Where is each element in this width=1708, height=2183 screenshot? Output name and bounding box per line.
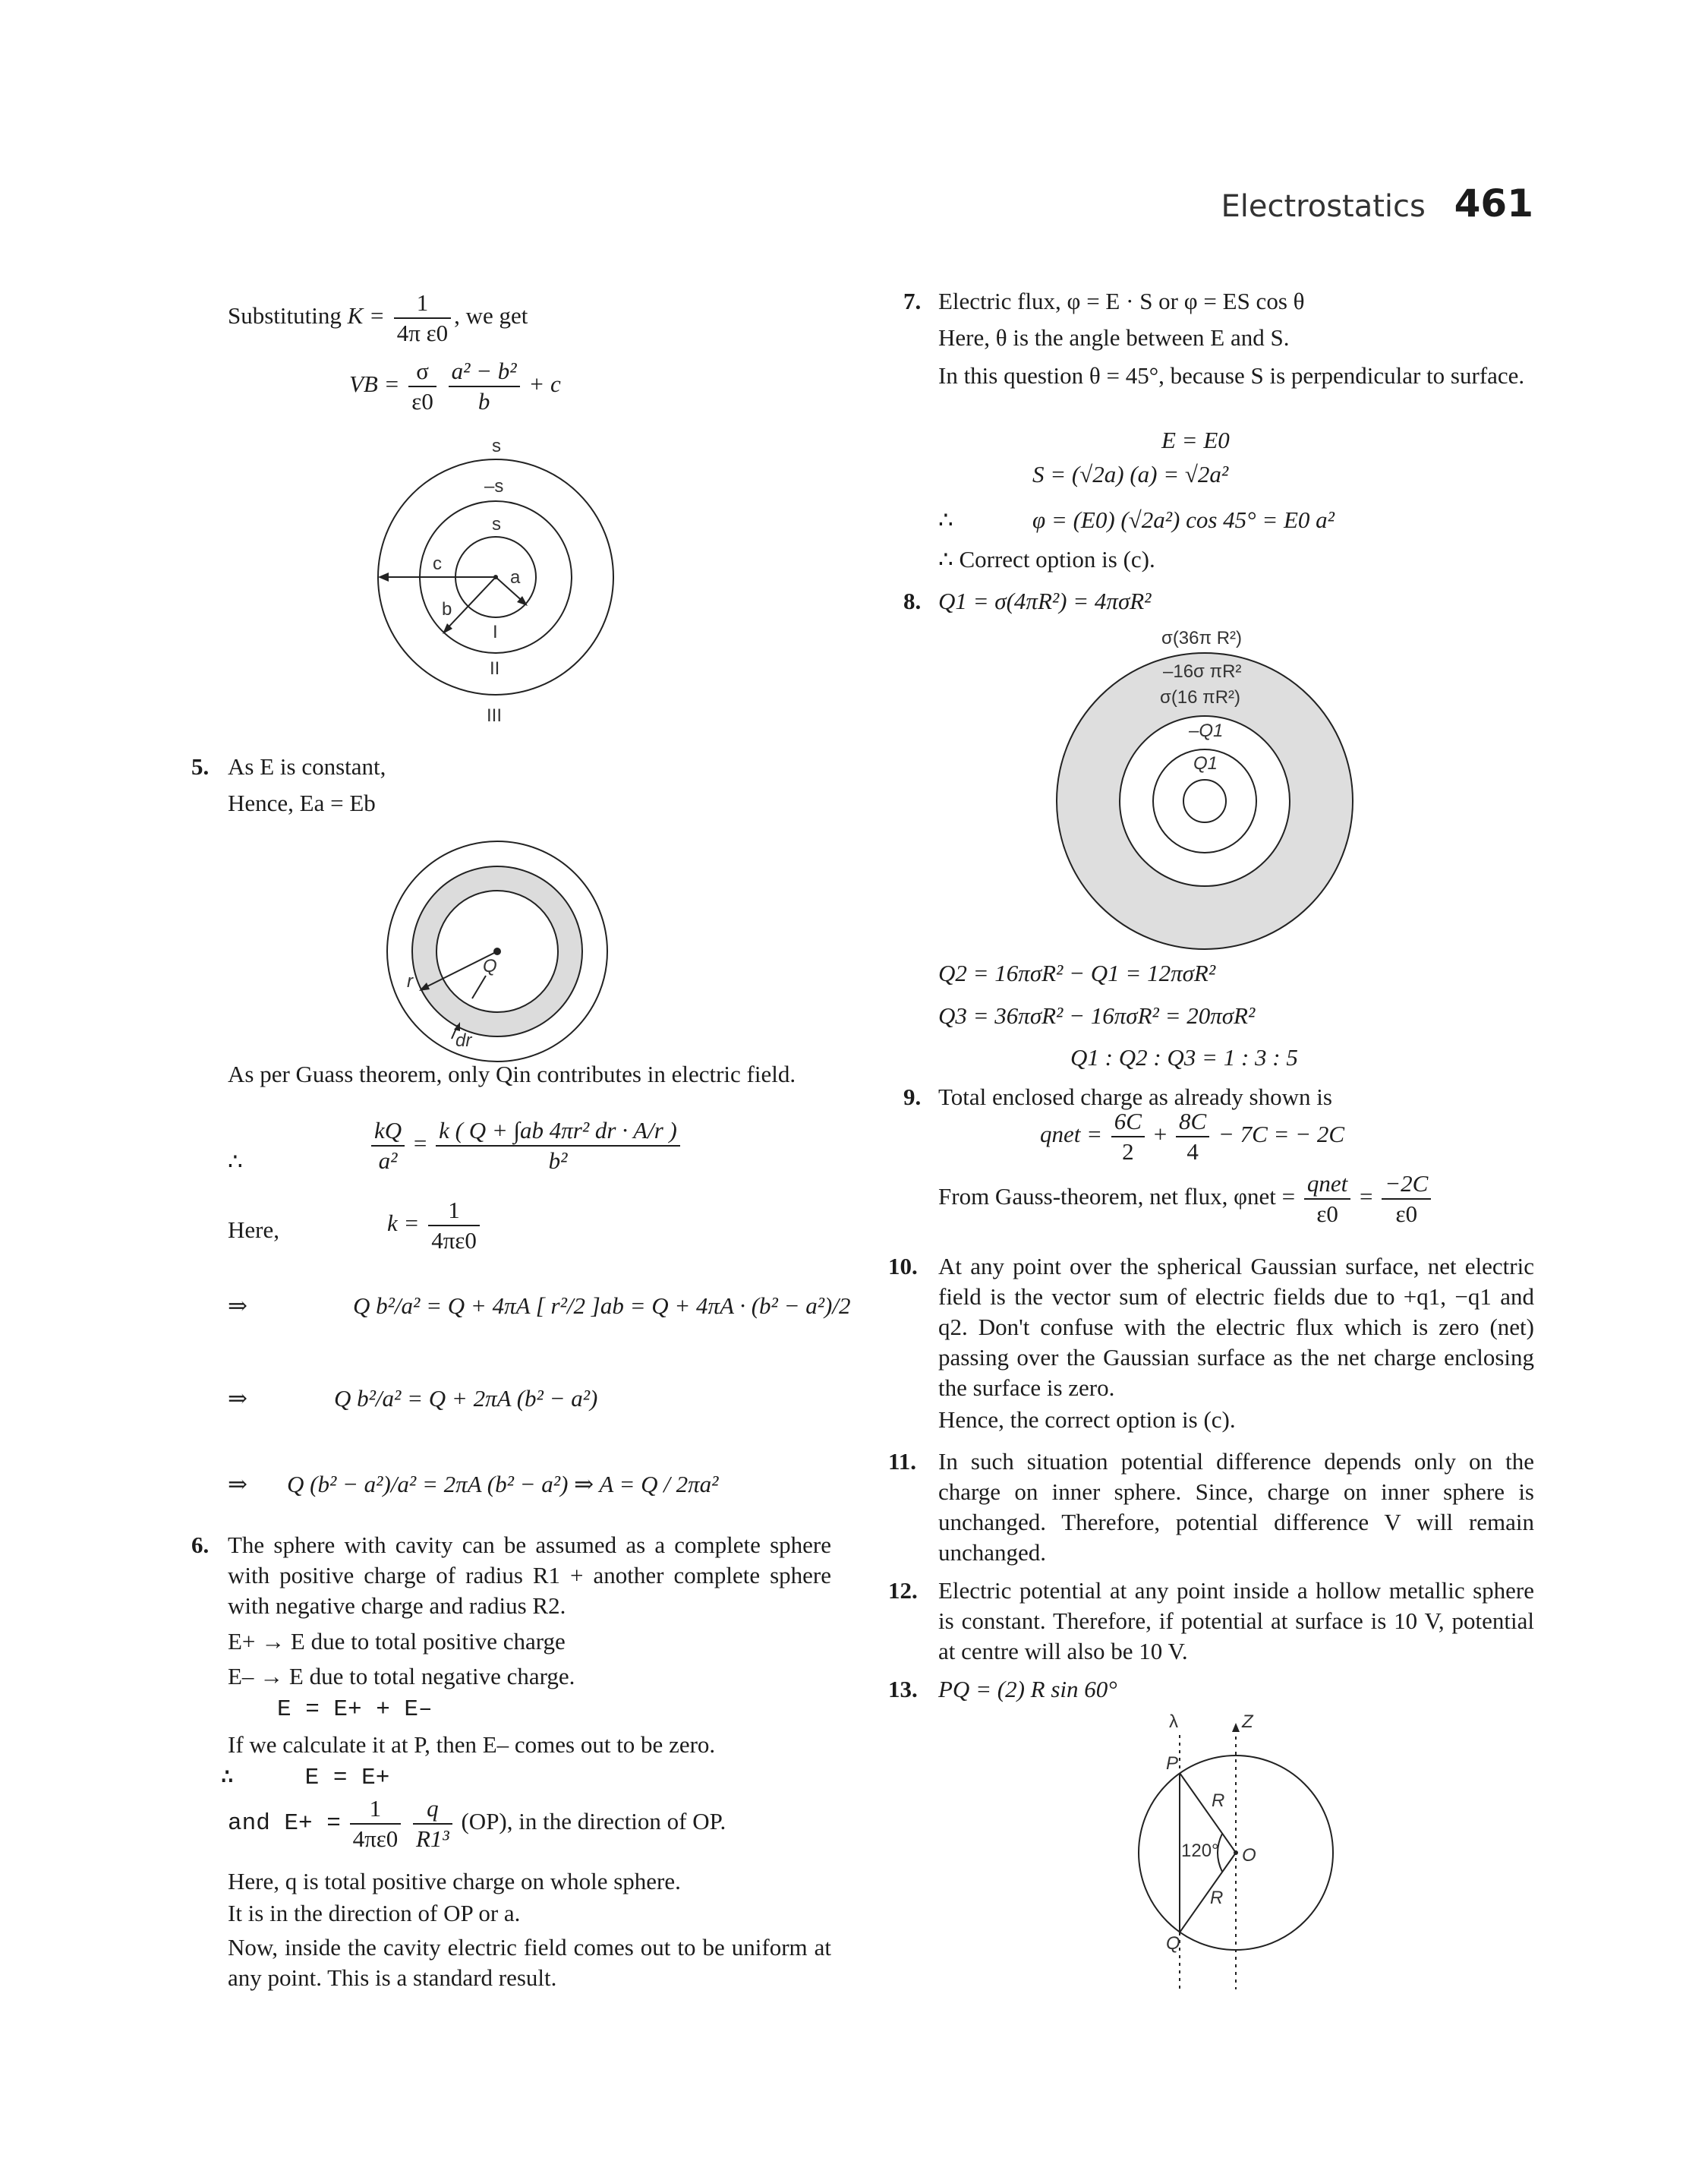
fig1-label-s-outer: s (492, 436, 501, 456)
fig1-label-s-inner: s (492, 514, 501, 535)
q7-eq-phi: φ = (E0) (√2a²) cos 45° = E0 a² (1032, 506, 1335, 533)
q6-line-eminus: E– → E due to total negative charge. (228, 1663, 575, 1689)
vb-f2-num: a² − b² (449, 357, 520, 387)
q5-imp-3: ⇒ (228, 1471, 247, 1497)
q12-paragraph: Electric potential at any point inside a hollow metallic sphere is constant. Therefore, if potential at surface is 10 V, potential at centre will also be 10 V. (938, 1577, 1534, 1664)
q6-f2-num: q (413, 1794, 452, 1825)
q5-k-def (387, 1196, 483, 1255)
q5-line1: As E is constant, (228, 753, 386, 780)
q9-flux-f1-num: qnet (1304, 1169, 1350, 1200)
q8-eq-q2: Q2 = 16πσR² − Q1 = 12πσR² (938, 960, 1216, 986)
q9-qnet-tail: − 7C = − 2C (1218, 1121, 1345, 1148)
q7-eq-S: S = (√2a) (a) = √2a² (1032, 461, 1229, 487)
gauss-label-Q: Q (483, 956, 497, 976)
q5-number: 5. (191, 753, 210, 780)
substitution-line (228, 289, 528, 348)
q10-paragraph: At any point over the spherical Gaussian surface, net electric field is the vector sum of electric fields due to +q1, −q1 and q2. Don't confuse with the electric flux which is zero (net) passing over the Gaussian surface as the net charge enclosing the surface is zero. (938, 1253, 1534, 1401)
q5-imp-1: ⇒ (228, 1292, 247, 1319)
q9-flux-eq: = (1360, 1183, 1373, 1210)
q7-question-line: In this question θ = 45°, because S is perpendicular to surface. (938, 362, 1525, 389)
vb-fraction-2 (449, 357, 520, 416)
fig1-label-neg-s: –s (484, 476, 504, 497)
centre-dot (493, 575, 498, 579)
q6-line-q: Here, q is total positive charge on whole sphere. (228, 1868, 681, 1894)
q5-eq2: Q b²/a² = Q + 4πA [ r²/2 ]ab = Q + 4πA · (b² − a²)/2 (353, 1292, 851, 1319)
vb-fraction-1 (408, 357, 436, 416)
page-header (1221, 181, 1534, 226)
q6-line-eplus: E+ → E due to total positive charge (228, 1628, 566, 1655)
q10-answer: Hence, the correct option is (c). (938, 1406, 1236, 1433)
centre-O-dot (1234, 1850, 1238, 1855)
q7-number: 7. (903, 288, 922, 314)
q5-eq4: Q (b² − a²)/a² = 2πA (b² − a²) ⇒ A = Q / 2πa² (287, 1471, 719, 1497)
shell-label-negQ1: –Q1 (1189, 721, 1224, 741)
chord-label-O: O (1242, 1845, 1256, 1866)
q9-line1: Total enclosed charge as already shown is (938, 1084, 1332, 1110)
q5-eq1-rhs-den: b² (548, 1147, 568, 1174)
q6-number: 6. (191, 1532, 210, 1558)
q6-line-at-p: If we calculate it at P, then E– comes out to be zero. (228, 1731, 716, 1758)
gauss-shell-figure (380, 843, 622, 1071)
q5-eq1-rhs (436, 1116, 680, 1175)
q9-plus: + (1153, 1121, 1168, 1148)
q6-frac-1 (350, 1794, 402, 1853)
q11-paragraph: In such situation potential difference depends only on the charge on inner sphere. Since, charge on inner sphere is unchanged. Therefore, potential difference V will remain unchanged. (938, 1448, 1534, 1566)
q6-frac-2 (413, 1794, 452, 1853)
q5-eq1-lhs-num: kQ (371, 1116, 405, 1147)
chord-label-R-upper: R (1212, 1790, 1225, 1811)
q13-line1: PQ = (2) R sin 60° (938, 1676, 1117, 1702)
sub-intro: Substituting (228, 302, 348, 330)
chord-label-Z: Z (1242, 1711, 1253, 1732)
q6-line-eplus-formula (228, 1794, 726, 1853)
q9-flux-frac-1 (1304, 1169, 1350, 1229)
q10-number: 10. (888, 1253, 918, 1279)
q5-k-lhs: k = (387, 1210, 420, 1237)
q8-q1-line: Q1 = σ(4πR²) = 4πσR² (938, 588, 1152, 614)
q6-eplus-tail: (OP), in the direction of OP. (461, 1808, 726, 1835)
q9-number: 9. (903, 1084, 922, 1110)
q7-therefore: ∴ (938, 506, 953, 533)
q8-number: 8. (903, 588, 922, 614)
chord-circle-figure (1123, 1712, 1366, 1993)
q5-eq1-lhs (371, 1116, 405, 1175)
q5-eq1-lhs-den: a² (378, 1147, 398, 1174)
sub-tail: , we get (454, 302, 528, 330)
shell-label-outer: σ(36π R²) (1161, 628, 1243, 648)
q5-eq1-rhs-num: k ( Q + ∫ab 4πr² dr · A/r ) (436, 1116, 680, 1147)
q7-flux-line: Electric flux, φ = E · S or φ = ES cos θ (938, 288, 1305, 314)
gauss-label-dr: dr (455, 1030, 472, 1051)
vb-f2-den: b (477, 388, 490, 415)
shell-label-Q1: Q1 (1193, 753, 1218, 774)
q5-eq3: Q b²/a² = Q + 2πA (b² − a²) (334, 1385, 598, 1412)
q9-flux-f2-den: ε0 (1395, 1200, 1418, 1227)
q5-k-num: 1 (428, 1196, 480, 1226)
chord-label-P: P (1166, 1753, 1179, 1774)
vb-f1-den: ε0 (411, 388, 433, 415)
fig1-label-c: c (433, 554, 442, 574)
sub-fraction (394, 289, 451, 348)
q5-k-den: 4πε0 (431, 1227, 477, 1254)
q9-flux-f2-num: −2C (1382, 1169, 1431, 1200)
shell-label-16: σ(16 πR²) (1160, 687, 1241, 708)
concentric-spheres-figure (349, 433, 638, 737)
fig1-label-III: III (487, 705, 503, 726)
fig1-label-I: I (493, 622, 498, 642)
q6-line-direction: It is in the direction of OP or a. (228, 1900, 521, 1926)
q6-f1-den: 4πε0 (352, 1825, 399, 1852)
q6-f1-num: 1 (350, 1794, 402, 1825)
vb-f1-num: σ (408, 357, 436, 387)
q9-flux-frac-2 (1382, 1169, 1431, 1229)
q9-f2-num: 8C (1176, 1107, 1209, 1137)
fig1-label-b: b (442, 599, 452, 620)
q5-imp-2: ⇒ (228, 1385, 247, 1412)
chord-label-Q: Q (1166, 1933, 1180, 1954)
radius-OQ (1180, 1853, 1236, 1932)
q8-eq-q3: Q3 = 36πσR² − 16πσR² = 20πσR² (938, 1002, 1256, 1029)
q8-ratio: Q1 : Q2 : Q3 = 1 : 3 : 5 (1070, 1044, 1298, 1071)
vb-tail: + c (528, 371, 561, 398)
chord-label-120: 120° (1181, 1841, 1219, 1861)
q5-line2: Hence, Ea = Eb (228, 790, 376, 816)
fig1-label-a: a (510, 567, 521, 588)
q5-gauss-line: As per Guass theorem, only Qin contributes in electric field. (228, 1061, 796, 1087)
q6-paragraph: The sphere with cavity can be assumed as a complete sphere with positive charge of radius R1 + another complete sphere with negative charge and radius R2. (228, 1532, 831, 1619)
gauss-label-r: r (407, 971, 413, 992)
q6-line-cavity: Now, inside the cavity electric field comes out to be uniform at any point. This is a standard result. (228, 1934, 831, 1991)
z-arrowhead (1232, 1723, 1240, 1732)
q7-answer: ∴ Correct option is (c). (938, 546, 1155, 573)
q9-flux-f1-den: ε0 (1316, 1200, 1338, 1227)
q9-f1-num: 6C (1111, 1107, 1145, 1137)
sub-k: K = (347, 302, 385, 330)
q9-frac-6c (1111, 1107, 1145, 1166)
q9-qnet-lhs: qnet = (1040, 1121, 1103, 1148)
vb-equation (349, 357, 561, 416)
q5-therefore: ∴ (228, 1148, 243, 1175)
arrowhead-c (378, 573, 389, 582)
q9-f2-den: 4 (1186, 1138, 1199, 1165)
q5-eq1: $\frac{kQ}{\text{a²}}$ = $\frac{\text{k ( Q + ∫ab 4πr² dr · A/r )}}{\text{b²}}$ (368, 1116, 683, 1175)
q7-eq-E: E = E0 (1161, 427, 1230, 453)
chord-label-lambda: λ (1169, 1711, 1178, 1732)
chapter-title: Electrostatics (1221, 189, 1426, 224)
q6-f2-den: R1³ (416, 1825, 449, 1852)
charged-shells-figure (1048, 623, 1366, 957)
q7-theta-line: Here, θ is the angle between E and S. (938, 324, 1290, 351)
shell-core (1183, 780, 1226, 822)
q9-qnet-eq (1040, 1107, 1344, 1166)
q6-line-therefore: ∴ E = E+ (220, 1765, 390, 1791)
chord-label-R-lower: R (1210, 1888, 1224, 1908)
page-number: 461 (1454, 181, 1533, 226)
q12-number: 12. (888, 1577, 918, 1604)
q5-k-frac (428, 1196, 480, 1255)
q9-f1-den: 2 (1122, 1138, 1134, 1165)
shell-label-neg16: –16σ πR² (1163, 661, 1242, 682)
fig1-label-II: II (490, 658, 500, 679)
q5-here: Here, (228, 1216, 279, 1243)
sub-frac-den: 4π ε0 (396, 320, 449, 346)
q9-gauss-line (938, 1169, 1434, 1229)
vb-lhs: VB = (349, 371, 400, 398)
q9-gauss-pre: From Gauss-theorem, net flux, φnet = (938, 1183, 1296, 1210)
q9-frac-8c (1176, 1107, 1209, 1166)
sub-frac-num: 1 (394, 289, 451, 319)
q6-eplus-lhs: and E+ = (228, 1810, 341, 1838)
q11-number: 11. (888, 1448, 917, 1475)
q13-number: 13. (888, 1676, 918, 1702)
q6-line-sum: E = E+ + E– (277, 1696, 433, 1723)
